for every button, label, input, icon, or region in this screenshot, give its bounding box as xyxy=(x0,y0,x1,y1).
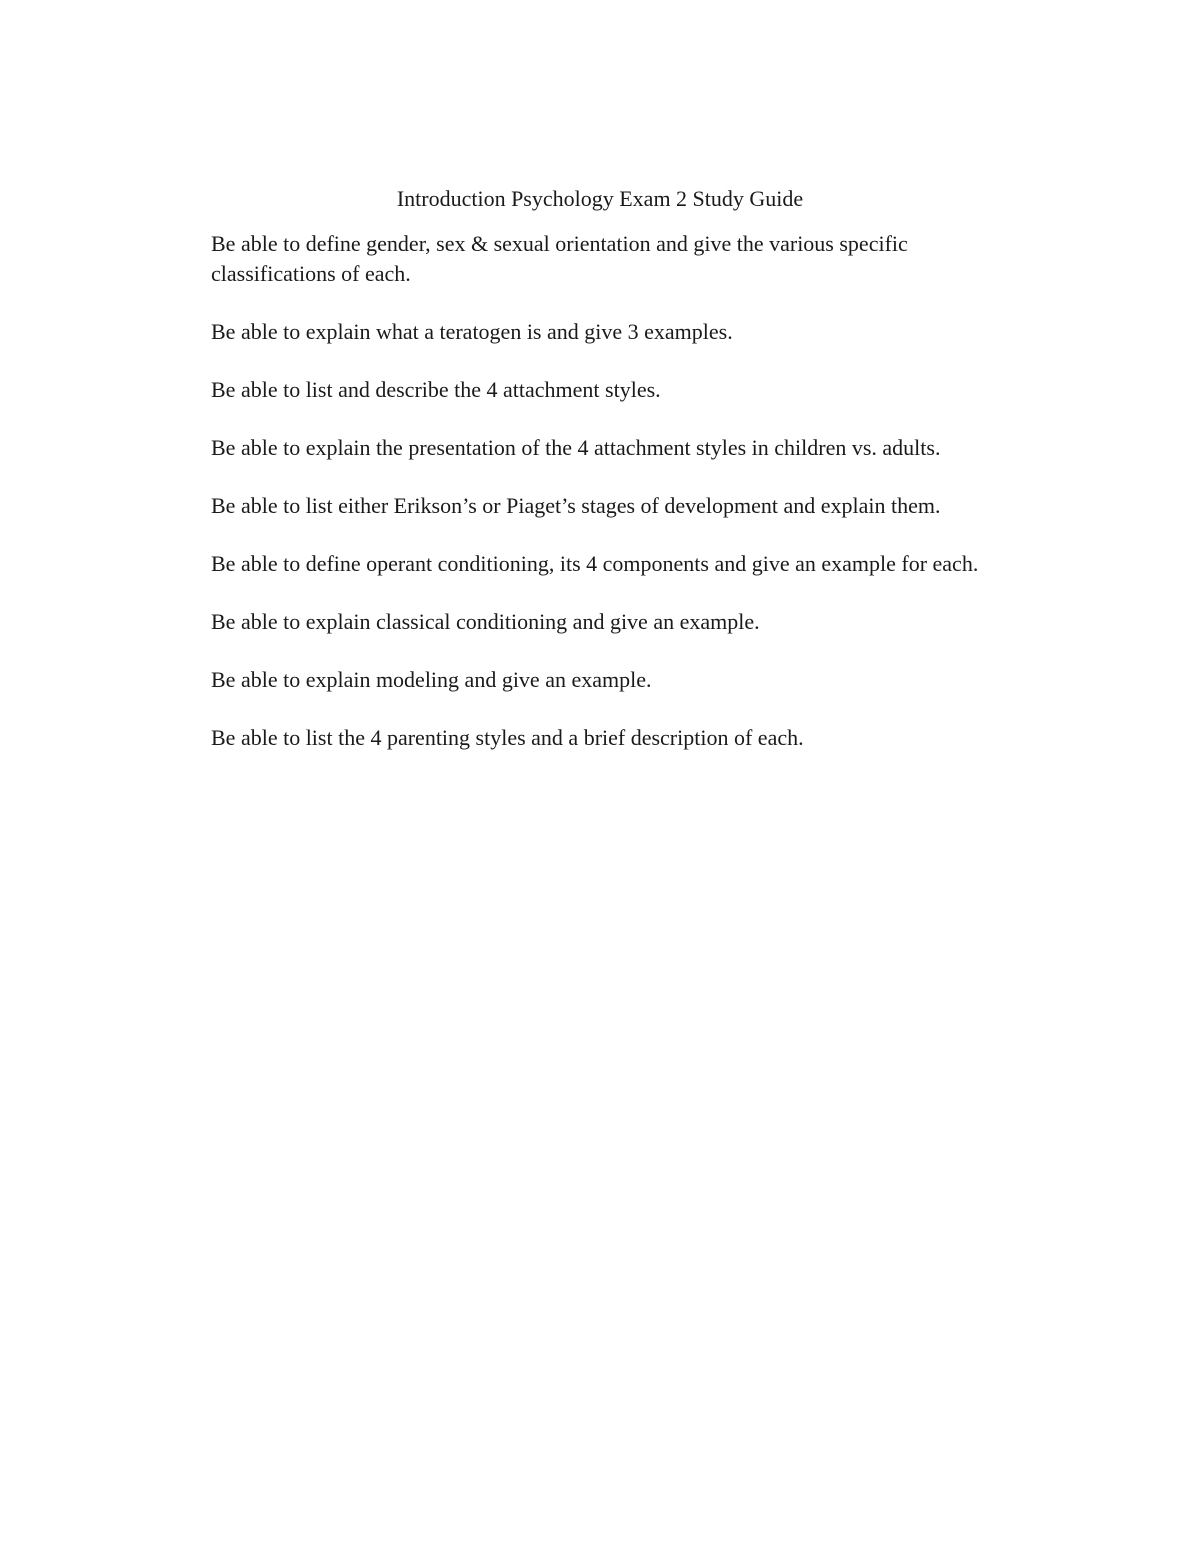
document-title: Introduction Psychology Exam 2 Study Guide xyxy=(396,186,804,211)
study-item: Be able to list either Erikson’s or Piaget’s stages of development and explain them. xyxy=(211,493,941,518)
study-items-list xyxy=(211,229,1051,781)
study-item: Be able to define gender, sex & sexual orientation and give the various specific classifications of each. xyxy=(211,231,908,286)
study-item: Be able to explain what a teratogen is and give 3 examples. xyxy=(211,319,733,344)
study-item: Be able to list and describe the 4 attachment styles. xyxy=(211,377,661,402)
study-item: Be able to explain classical conditioning and give an example. xyxy=(211,609,760,634)
study-item: Be able to define operant conditioning, its 4 components and give an example for each. xyxy=(211,551,979,576)
study-item: Be able to explain the presentation of the 4 attachment styles in children vs. adults. xyxy=(211,435,941,460)
study-item: Be able to list the 4 parenting styles and a brief description of each. xyxy=(211,725,804,750)
study-item: Be able to explain modeling and give an example. xyxy=(211,667,652,692)
